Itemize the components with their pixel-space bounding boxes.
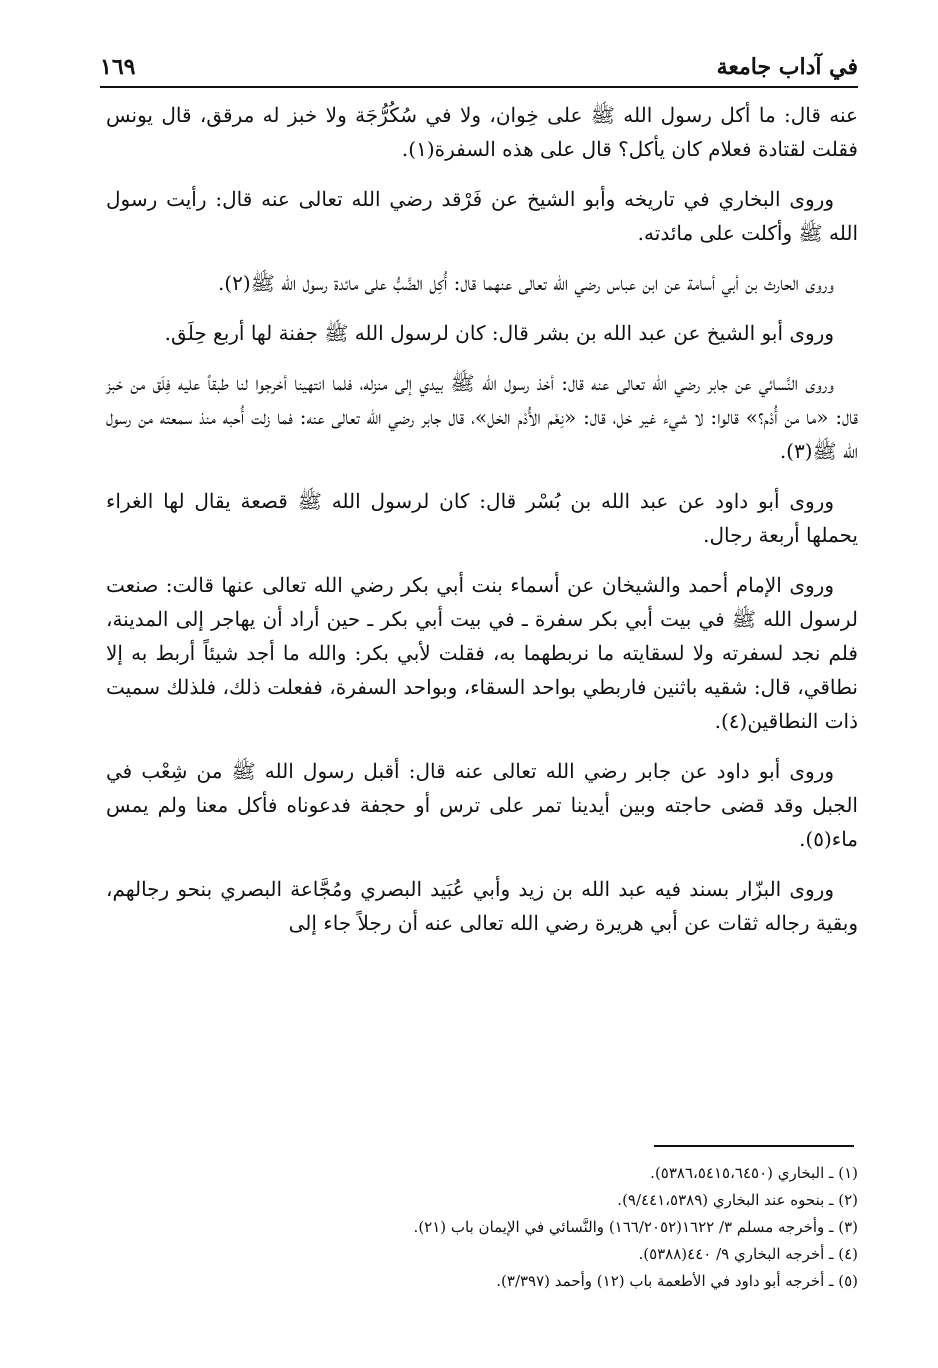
paragraph: عنه قال: ما أكل رسول الله ﷺ على خِوان، ولا في سُكُرُّجَة ولا خبز له مرقق، قال يونس فقلت لقتادة فعلام كان يأكل؟ قال على هذه السفرة(١). [106, 103, 858, 161]
paragraph: وروى البخاري في تاريخه وأبو الشيخ عن فَرْقد رضي الله تعالى عنه قال: رأيت رسول الله ﷺ وأكلت على مائدته. [106, 187, 858, 245]
paragraph: وروى البزّار بسند فيه عبد الله بن زيد وأبي عُبَيد البصري ومُجَّاعة البصري بنحو رجالهم، وبقية رجاله ثقات عن أبي هريرة رضي الله تعالى عنه أن رجلاً جاء إلى [106, 877, 858, 935]
footnotes [300, 1160, 858, 1295]
paragraph: وروى أبو داود عن جابر رضي الله تعالى عنه قال: أقبل رسول الله ﷺ من شِعْب في الجبل وقد قضى حاجته وبين أيدينا تمر على ترس أو حجفة فدعوناه فأكل معنا ولم يمس ماء(٥). [106, 759, 858, 851]
footnote: (٢) ـ بنحوه عند البخاري (٩/٤٤١،٥٣٨٩). [617, 1191, 858, 1209]
footnote: (١) ـ البخاري (٥٣٨٦،٥٤١٥،٦٤٥٠). [650, 1164, 858, 1182]
footnote: (٤) ـ أخرجه البخاري ٩/ ٤٤٠(٥٣٨٨). [638, 1245, 858, 1263]
paragraph: وروى النَّسائي عن جابر رضي الله تعالى عنه قال: أخذ رسول الله ﷺ بيدي إلى منزله، فلما انتهينا أخرجوا لنا طبقاً عليه فِلَق من خبز قال: «ما من أُدْم؟» قالوا: لا شيء غير خل، قال: «نِعْم الأُدْم الخل»، قال جابر رضي الله تعالى عنه: فما زلت أُحبه منذ سمعته من رسول الله ﷺ(٣). [106, 371, 858, 463]
footnote: (٥) ـ أخرجه أبو داود في الأطعمة باب (١٢) وأحمد (٣/٣٩٧). [496, 1272, 858, 1290]
paragraph: وروى أبو داود عن عبد الله بن بُسْر قال: كان لرسول الله ﷺ قصعة يقال لها الغراء يحملها أربعة رجال. [106, 489, 858, 547]
page-number: ١٦٩ [100, 54, 136, 80]
paragraph: وروى الحارث بن أبي أسامة عن ابن عباس رضي الله تعالى عنهما قال: أُكِل الضَّبُّ على مائدة رسول الله ﷺ(٢). [217, 271, 834, 295]
main-text [106, 98, 858, 956]
footnote-divider [654, 1145, 854, 1147]
paragraph: وروى الإمام أحمد والشيخان عن أسماء بنت أبي بكر رضي الله تعالى عنها قالت: صنعت لرسول الله ﷺ في بيت أبي بكر سفرة ـ في بيت أبي بكر ـ حين أراد أن يهاجر إلى المدينة، فلم نجد لسفرته ولا لسقايته ما نربطهما به، فقلت لأبي بكر: والله ما أجد شيئاً أربط به إلا نطاقي، قال: شقيه باثنين فاربطي بواحد السقاء، وبواحد السفرة، ففعلت ذلك، فلذلك سميت ذات النطاقين(٤). [106, 573, 858, 733]
page-header [100, 40, 858, 88]
footnote: (٣) ـ وأخرجه مسلم ٣/ ١٦٢٢(١٦٦/٢٠٥٢) والنَّسائي في الإيمان باب (٢١). [413, 1218, 858, 1236]
running-title: في آداب جامعة [716, 54, 858, 80]
paragraph: وروى أبو الشيخ عن عبد الله بن بشر قال: كان لرسول الله ﷺ جفنة لها أربع حِلَق. [164, 321, 834, 345]
